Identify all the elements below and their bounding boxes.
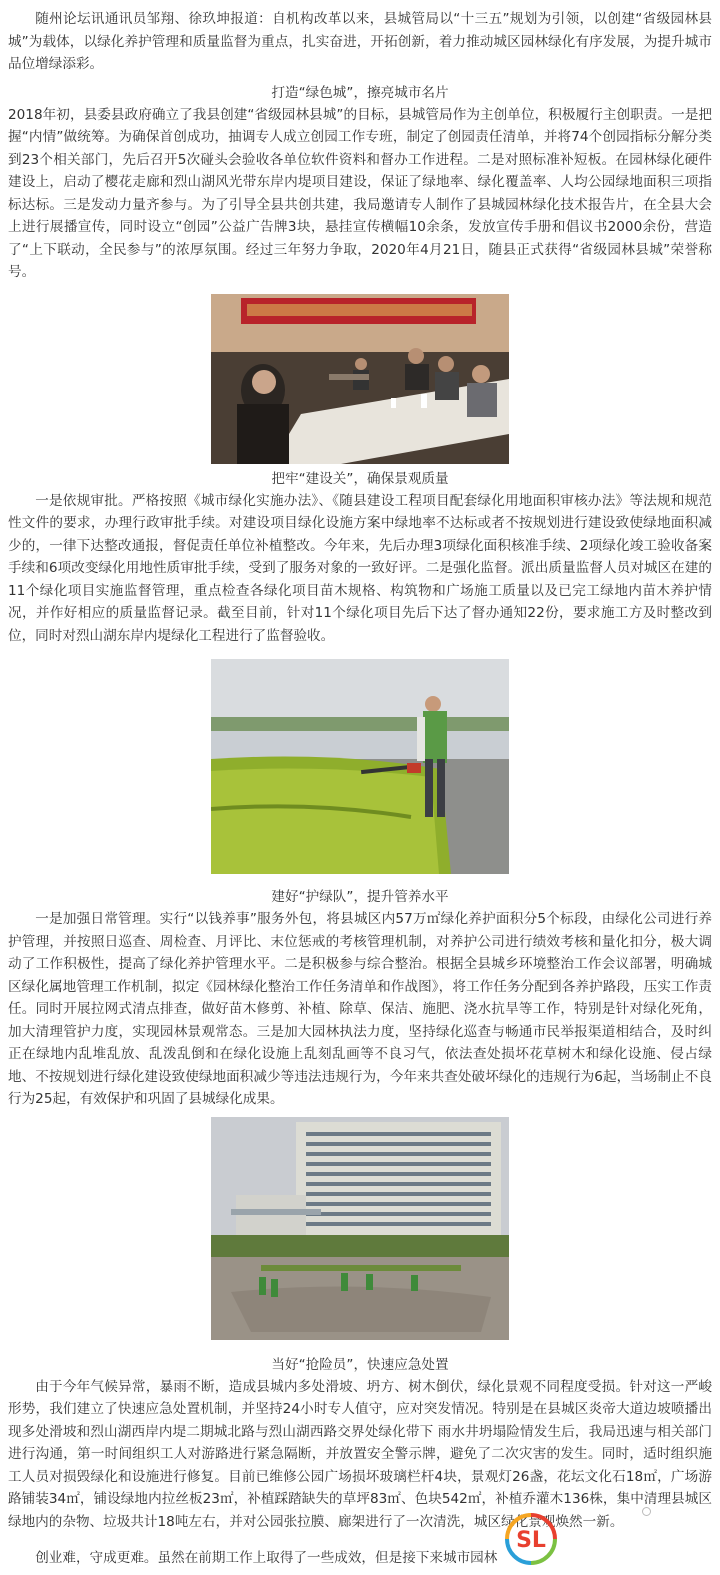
article-body bbox=[0, 8, 720, 1570]
section-body-1: 2018年初，县委县政府确立了我县创建“省级园林县城”的目标，县城管局作为主创单位，积极履行主创职责。一是把握“内情”做统筹。为确保首创成功，抽调专人成立创园工作专班，制定了创园责任清单，并将74个创园指标分解分类到23个相关部门，先后召开5次碰头会验收各单位软件资料和督办工作进程。二是对照标准补短板。在园林绿化硬件建设上，启动了樱花走廊和烈山湖风光带东岸内堤项目建设，保证了绿地率、绿化覆盖率、人均公园绿地面积三项指标达标。三是发动力量齐参与。为了引导全县共创共建，我局邀请专人制作了县城园林绿化技术报告片，在全县大会上进行展播宣传，同时设立“创园”公益广告牌3块，悬挂宣传横幅10余条，发放宣传手册和倡议书2000余份，营造了“上下联动，全民参与”的浓厚氛围。经过三年努力争取，2020年4月21日，随县正式获得“省级园林县城”荣誉称号。 bbox=[8, 106, 712, 280]
section-heading-1: 打造“绿色城”，擦亮城市名片 bbox=[271, 84, 449, 101]
section-heading-3: 建好“护绿队”，提升管养水平 bbox=[271, 889, 449, 905]
section-body-2: 一是依规审批。严格按照《城市绿化实施办法》、《随县建设工程项目配套绿化用地面积审核办法》等法规和规范性文件的要求，办理行政审批手续。对建设项目绿化设施方案中绿地率不达标或者不按规划进行建设致使绿地面积减少的，一律下达整改通报，督促责任单位补植整改。今年来，先后办理3项绿化面积核准手续、2项绿化竣工验收备案手续和6项改变绿化用地性质审批手续，受到了服务对象的一致好评。二是强化监督。派出质量监督人员对城区在建的11个绿化项目实施监督管理，重点检查各绿化项目苗木规格、构筑物和广场施工质量以及已完工绿地内苗木养护情况，并作好相应的质量监督记录。截至目前，针对11个绿化项目先后下达了督办通知22份，要求施工方及时整改到位，同时对烈山湖东岸内堤绿化工程进行了监督验收。 bbox=[8, 492, 712, 644]
closing-paragraph: 创业难，守成更难。虽然在前期工作上取得了一些成效，但是接下来城市园林 bbox=[35, 1550, 498, 1566]
meeting-photo bbox=[211, 294, 509, 464]
sl-logo-icon bbox=[505, 1513, 557, 1565]
section-heading-2: 把牢“建设关”，确保景观质量 bbox=[271, 470, 449, 487]
svg-text:SL: SL bbox=[516, 1528, 546, 1553]
meeting-photo-illustration bbox=[211, 294, 509, 464]
decorative-circle-icon bbox=[642, 1507, 651, 1516]
government-building-illustration bbox=[211, 1117, 509, 1340]
hedge-trimming-illustration bbox=[211, 659, 509, 874]
hedge-trimming-photo bbox=[211, 659, 509, 874]
site-logo bbox=[505, 1513, 557, 1565]
section-body-3: 一是加强日常管理。实行“以钱养事”服务外包，将县城区内57万㎡绿化养护面积分5个标段，由绿化公司进行养护管理，并按照日巡查、周检查、月评比、末位惩戒的考核管理机制，对养护公司进行绩效考核和量化扣分，极大调动了工作积极性，提高了绿化养护管理水平。二是积极参与综合整治。根据全县城乡环境整治工作会议部署，明确城区绿化属地管理工作机制，拟定《园林绿化整治工作任务清单和作战图》，将工作任务分配到各养护路段，压实工作责任。同时开展拉网式清点排查，做好苗木修剪、补植、除草、保洁、施肥、浇水抗旱等工作，特别是针对绿化死角，加大清理管护力度，实现园林景观常态。三是加大园林执法力度，坚持绿化巡查与畅通市民举报渠道相结合，及时纠正在绿地内乱堆乱放、乱泼乱倒和在绿化设施上乱刻乱画等不良习气，依法查处损坏花草树木和绿化设施、侵占绿地、不按规划进行绿化建设致使绿地面积减少等违法违规行为，今年来共查处破坏绿化的违规行为6起，当场制止不良行为25起，有效保护和巩固了县城绿化成果。 bbox=[8, 911, 712, 1107]
intro-paragraph: 随州论坛讯通讯员邹翔、徐玖坤报道：自机构改革以来，县城管局以“十三五”规划为引领，以创建“省级园林县城”为载体，以绿化养护管理和质量监督为重点，扎实奋进，开拓创新，着力推动城区园林绿化有序发展，为提升城市品位增绿添彩。 bbox=[8, 11, 712, 72]
government-building-photo bbox=[211, 1117, 509, 1340]
section-body-4: 由于今年气候异常，暴雨不断，造成县城内多处滑坡、坍方、树木倒伏，绿化景观不同程度受损。针对这一严峻形势，我们建立了快速应急处置机制，并坚持24小时专人值守，应对突发情况。特别是在县城区炎帝大道边坡喷播出现多处滑坡和烈山湖西岸内堤二期城北路与烈山湖西路交界处绿化带下 雨水井坍塌险情发生后，我局迅速与相关部门进行沟通，第一时间组织工人对游路进行紧急隔断，并放置安全警示牌，避免了二次灾害的发生。同时，适时组织施工人员对损毁绿化和设施进行修复。目前已维修公园广场损坏玻璃栏杆4块，景观灯26盏，花坛文化石18㎡，广场游路铺装34㎡，铺设绿地内拉丝板23㎡，补植踩踏缺失的草坪83㎡、色块542㎡，补植乔灌木136株，集中清理县城区绿地内的杂物、垃圾共计18吨左右，并对公园张拉膜、廊架进行了一次清洗，城区绿化景观焕然一新。 bbox=[8, 1378, 712, 1530]
section-heading-4: 当好“抢险员”，快速应急处置 bbox=[271, 1356, 449, 1373]
